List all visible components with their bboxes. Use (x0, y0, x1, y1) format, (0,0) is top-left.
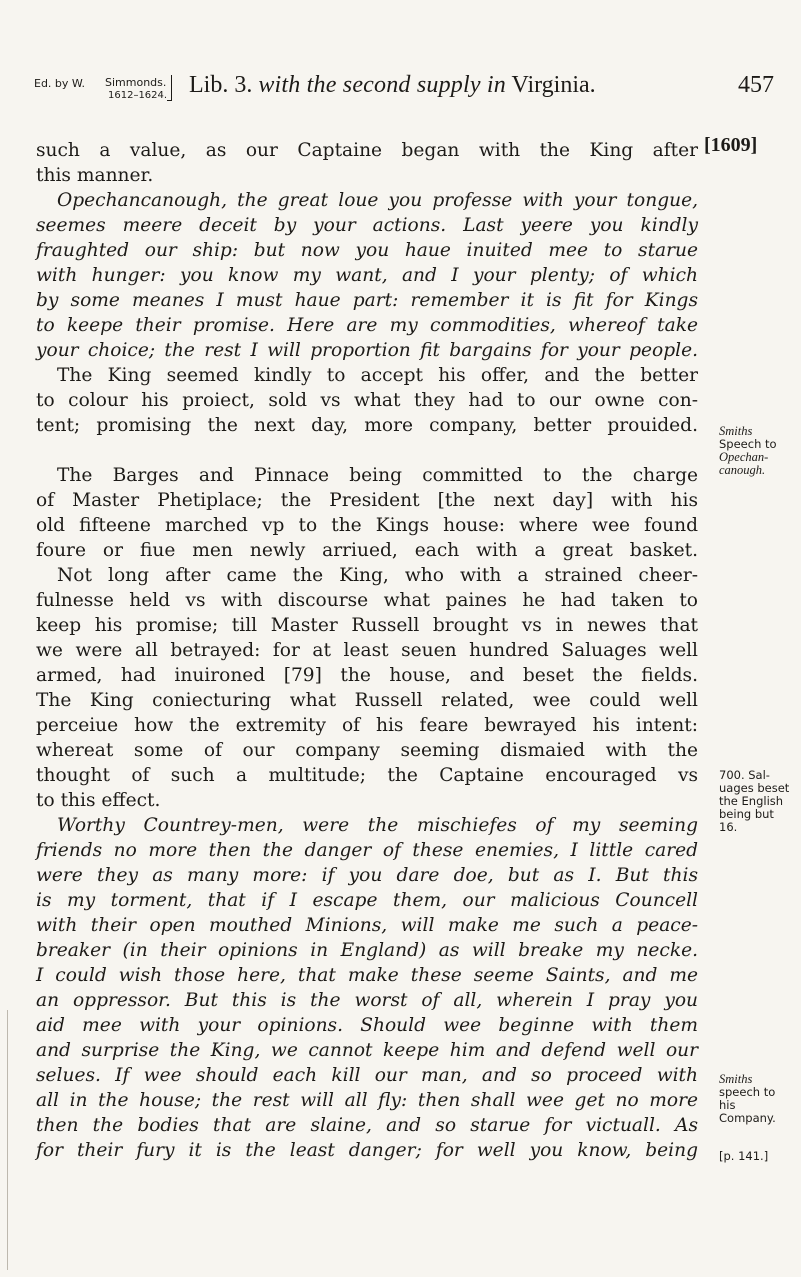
text-line: we were all betrayed: for at least seuen hundred Saluages well (36, 640, 698, 661)
side-note-line: his (719, 1098, 736, 1112)
side-note-line: Opechan- (719, 450, 769, 464)
text-line: perceiue how the extremity of his feare bewrayed his intent: (36, 715, 698, 736)
running-header (34, 70, 774, 110)
text-line: foure or fiue men newly arriued, each with a great basket. (36, 540, 698, 561)
text-line: keep his promise; till Master Russell brought vs in newes that (36, 615, 698, 636)
side-note-line: uages beset (719, 781, 790, 795)
text-line: thought of such a multitude; the Captaine encouraged vs (36, 765, 698, 786)
side-note-line: canough. (719, 463, 766, 477)
text-line: were they as many more: if you dare doe, but as I. But this (36, 865, 698, 886)
text-line: then the bodies that are slaine, and so starue for victuall. As (36, 1115, 698, 1136)
text-line: The Barges and Pinnace being committed to the charge (57, 465, 698, 486)
text-line: of Master Phetiplace; the President [the next day] with his (36, 490, 698, 511)
side-note-line: Company. (719, 1111, 776, 1125)
text-line: Worthy Countrey-men, were the mischiefes of my seeming (57, 815, 698, 836)
editor-bracket (105, 70, 175, 104)
side-note-line: being but (719, 807, 774, 821)
side-note-line: speech to (719, 1085, 776, 1099)
text-line: The King seemed kindly to accept his offer, and the better (57, 365, 698, 386)
text-line: and surprise the King, we cannot keepe him and defend well our (36, 1040, 698, 1061)
text-line: fraughted our ship: but now you haue inuited mee to starue (36, 240, 698, 261)
text-line: fulnesse held vs with discourse what paines he had taken to (36, 590, 698, 611)
bracket-mark (167, 75, 172, 101)
text-line: an oppressor. But this is the worst of all, wherein I pray you (36, 990, 698, 1011)
text-line: The King coniecturing what Russell related, wee could well (36, 690, 698, 711)
paragraph-gap (36, 438, 698, 463)
text-line: your choice; the rest I will proportion fit bargains for your people. (36, 340, 698, 361)
margin-rule (7, 1010, 8, 1270)
text-line: armed, had inuironed [79] the house, and beset the fields. (36, 665, 698, 686)
body-text (36, 138, 698, 1163)
text-line: tent; promising the next day, more company, better prouided. (36, 415, 698, 436)
page-reference-note: [p. 141.] (719, 1149, 769, 1163)
side-note-line: Speech to (719, 437, 777, 451)
header-place: Virginia. (511, 72, 596, 98)
text-line: friends no more then the danger of these enemies, I little cared (36, 840, 698, 861)
side-note-savages (719, 769, 801, 834)
editor-dates: 1612–1624. (108, 90, 168, 101)
text-line: to keepe their promise. Here are my commodities, whereof take (36, 315, 698, 336)
header-book: Lib. 3. (189, 72, 253, 98)
side-note-smiths-speech (719, 425, 801, 477)
side-note-line: the English (719, 794, 784, 808)
side-note-line: Smiths (719, 1072, 753, 1086)
text-line: Not long after came the King, who with a strained cheer- (57, 565, 698, 586)
text-line: breaker (in their opinions in England) as will breake my necke. (36, 940, 698, 961)
text-line: whereat some of our company seeming dismaied with the (36, 740, 698, 761)
header-title-italic: with the second supply in (258, 72, 506, 98)
header-title (189, 72, 596, 99)
text-line: old fifteene marched vp to the Kings house: where wee found (36, 515, 698, 536)
text-line: this manner. (36, 165, 154, 186)
year-marker: [1609] (704, 134, 758, 156)
text-line: with their open mouthed Minions, will make me such a peace- (36, 915, 698, 936)
side-note-line: 700. Sal- (719, 768, 770, 782)
text-line: I could wish those here, that make these seeme Saints, and me (36, 965, 698, 986)
text-line: such a value, as our Captaine began with the King after (36, 140, 698, 161)
text-line: for their fury it is the least danger; for well you know, being (36, 1140, 698, 1161)
side-note-line: 16. (719, 820, 738, 834)
text-line: Opechancanough, the great loue you professe with your tongue, (57, 190, 698, 211)
text-line: to this effect. (36, 790, 161, 811)
text-line: aid mee with your opinions. Should wee beginne with them (36, 1015, 698, 1036)
editor-credit: Ed. by W. (34, 77, 86, 90)
side-note-line: Smiths (719, 424, 753, 438)
text-line: with hunger: you know my want, and I your plenty; of which (36, 265, 698, 286)
editor-name: Simmonds. (105, 76, 167, 89)
side-note-company-speech (719, 1073, 801, 1125)
text-line: selues. If wee should each kill our man, and so proceed with (36, 1065, 698, 1086)
text-line: is my torment, that if I escape them, our malicious Councell (36, 890, 698, 911)
text-line: seemes meere deceit by your actions. Last yeere you kindly (36, 215, 698, 236)
text-line: to colour his proiect, sold vs what they had to our owne con- (36, 390, 698, 411)
page-number: 457 (738, 72, 774, 98)
text-line: all in the house; the rest will all fly: then shall wee get no more (36, 1090, 698, 1111)
text-line: by some meanes I must haue part: remember it is fit for Kings (36, 290, 698, 311)
